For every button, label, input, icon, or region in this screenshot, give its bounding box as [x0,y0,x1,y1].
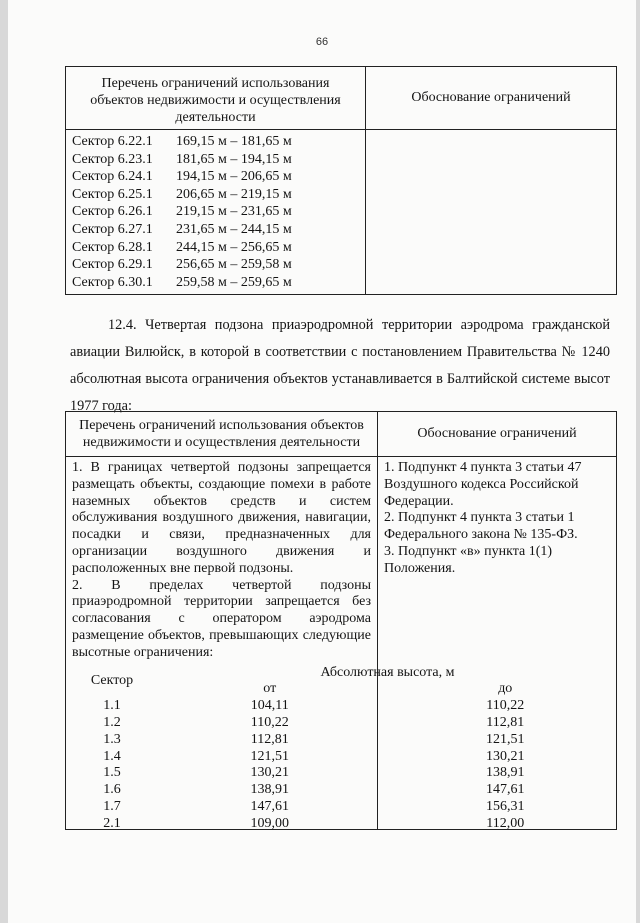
altitude-sector: 1.7 [103,798,121,814]
sector-row [66,168,365,186]
table1-header-left: Перечень ограничений использования объектов недвижимости и осуществления деятельности [66,67,366,130]
page-number: 66 [315,36,329,48]
altitude-row [72,799,623,816]
altitude-row [72,816,623,833]
altitude-from: 104,11 [250,698,289,714]
altitude-sector: 1.4 [103,748,121,764]
altitude-sector: 1.3 [103,731,121,747]
sector-row [66,274,365,292]
sector-range: 181,65 м – 194,15 м [176,151,292,167]
sector-name: Сектор 6.28.1 [72,239,153,255]
sector-row [66,256,365,274]
restrictions-table-sectors [65,66,617,295]
altitude-sector: 1.2 [103,714,121,730]
restriction-item-1: 1. В границах четвертой подзоны запрещается размещать объекты, создающие помехи в работе наземных объектов средств и систем обслуживания воздушного движения, навигации, посадки и связи, предназначенных для организации воздушного движения и расположенных вне первой подзоны. [72,460,371,576]
sector-range: 231,65 м – 244,15 м [176,221,292,237]
altitude-from: 109,00 [250,815,289,831]
sector-name: Сектор 6.22.1 [72,134,153,149]
justification-item: 2. Подпункт 4 пункта 3 статьи 1 Федерального закона № 135-ФЗ. [384,510,578,543]
altitude-from: 110,22 [250,714,289,730]
altitude-to: 112,00 [486,815,525,831]
altitude-sector: 2.1 [103,815,121,831]
inner-header-altitude: Абсолютная высота, м [320,664,455,680]
sector-name: Сектор 6.30.1 [72,274,153,290]
table1-justification-cell [366,130,617,295]
justification-item: 3. Подпункт «в» пункта 1(1) Положения. [384,543,553,576]
altitude-sector: 1.5 [103,765,121,781]
sector-range: 219,15 м – 231,65 м [176,204,292,220]
altitude-to: 138,91 [486,765,525,781]
sector-name: Сектор 6.24.1 [72,169,153,185]
inner-header-sector: Сектор [90,672,134,688]
sector-row [66,133,365,151]
sector-row [66,239,365,257]
justification-item: 1. Подпункт 4 пункта 3 статьи 47 Воздушного кодекса Российской Федерации. [384,460,582,509]
sector-range: 194,15 м – 206,65 м [176,169,292,185]
altitude-sector: 1.6 [103,782,121,798]
altitude-row [72,749,623,766]
sector-range: 244,15 м – 256,65 м [176,239,292,255]
altitude-from: 112,81 [250,731,289,747]
sector-name: Сектор 6.27.1 [72,221,153,237]
table1-sectors-cell [66,130,366,295]
sector-row [66,186,365,204]
table1-header-right: Обоснование ограничений [366,67,617,130]
altitude-to: 110,22 [486,698,525,714]
altitude-row [72,732,623,749]
altitude-to: 112,81 [486,714,525,730]
sector-range: 259,58 м – 259,65 м [176,274,292,290]
altitude-sector: 1.1 [103,698,121,714]
sector-row [66,203,365,221]
sector-range: 256,65 м – 259,58 м [176,257,292,273]
sector-name: Сектор 6.29.1 [72,257,153,273]
inner-header-to: до [498,681,513,697]
sector-name: Сектор 6.25.1 [72,186,153,202]
restrictions-table-subzone4 [65,411,617,830]
sector-row [66,151,365,169]
altitude-row [72,782,623,799]
altitude-from: 121,51 [250,748,289,764]
sector-range: 169,15 м – 181,65 м [176,134,292,149]
table2-header-left: Перечень ограничений использования объектов недвижимости и осуществления деятельности [66,412,378,457]
altitude-from: 147,61 [250,798,289,814]
restriction-item-2: 2. В пределах четвертой подзоны приаэродромной территории запрещается без согласования с оператором аэродрома размещение объектов, превышающих следующие высотные ограничения: [72,577,371,660]
sector-name: Сектор 6.26.1 [72,204,153,220]
sector-row [66,221,365,239]
altitude-limits-table [72,665,623,833]
subzone-paragraph: 12.4. Четвертая подзона приаэродромной территории аэродрома гражданской авиации Вилюйск, в которой в соответствии с постановлением Правительства № 1240 абсолютная высота ограничения объектов устанавливается в Балтийской системе высот 1977 года: [70,317,610,414]
altitude-from: 138,91 [250,782,289,798]
sector-name: Сектор 6.23.1 [72,151,153,167]
altitude-row [72,765,623,782]
table2-header-right: Обоснование ограничений [378,412,617,457]
altitude-to: 147,61 [486,782,525,798]
altitude-to: 156,31 [486,798,525,814]
altitude-row [72,698,623,715]
document-page [8,0,636,923]
altitude-to: 130,21 [486,748,525,764]
inner-header-from: от [263,681,277,697]
altitude-from: 130,21 [250,765,289,781]
sector-range: 206,65 м – 219,15 м [176,186,292,202]
altitude-row [72,715,623,732]
altitude-to: 121,51 [486,731,525,747]
